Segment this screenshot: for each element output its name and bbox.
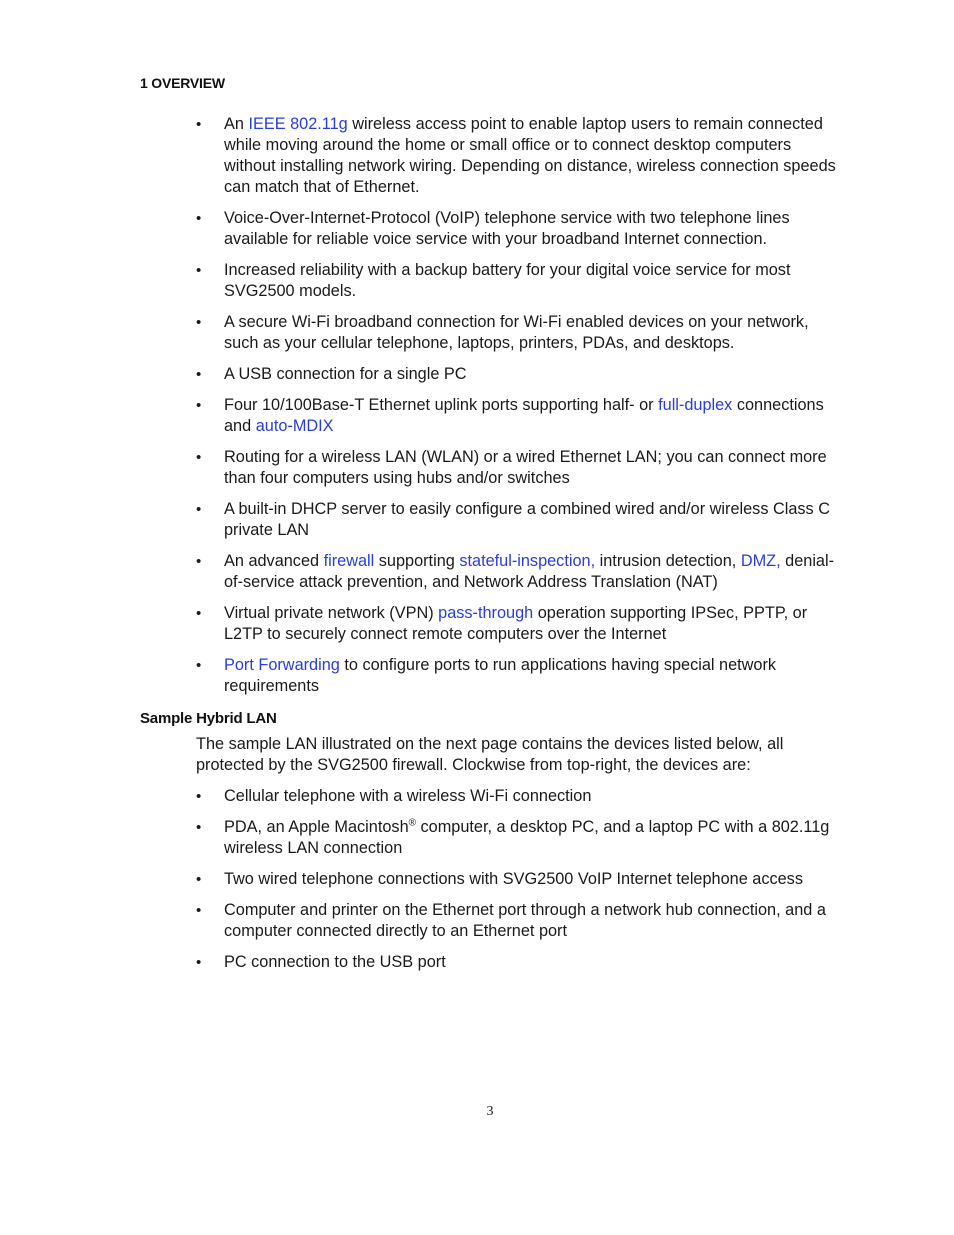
item-text: Computer and printer on the Ethernet port through a network hub connection, and a computer connected directly to an Ethernet port — [224, 901, 826, 940]
full-duplex-link[interactable]: full-duplex — [658, 396, 733, 414]
bullet-icon: • — [196, 902, 202, 919]
item-text: Routing for a wireless LAN (WLAN) or a wired Ethernet LAN; you can connect more than four computers using hubs and/or switches — [224, 448, 827, 487]
section-heading: 1 OVERVIEW — [140, 75, 225, 91]
item-text: to configure ports to run applications having special network requirements — [224, 656, 777, 695]
list-item — [196, 551, 846, 593]
bullet-icon: • — [196, 657, 202, 674]
feature-list — [196, 114, 846, 707]
item-text: Two wired telephone connections with SVG2500 VoIP Internet telephone access — [224, 870, 803, 888]
list-item — [196, 499, 846, 541]
intro-paragraph: The sample LAN illustrated on the next page contains the devices listed below, all protected by the SVG2500 firewall. Clockwise from top-right, the devices are: — [196, 735, 784, 774]
bullet-icon: • — [196, 116, 202, 133]
item-text: wireless access point to enable laptop users to remain connected while moving around the home or small office or to connect desktop computers without installing network wiring. Depending on distance, wireless connection speeds can match that of Ethernet. — [224, 115, 836, 196]
bullet-icon: • — [196, 366, 202, 383]
auto-mdix-link[interactable]: auto-MDIX — [255, 417, 334, 435]
list-item — [196, 786, 846, 807]
ieee-80211g-link[interactable]: IEEE 802.11g — [248, 115, 348, 133]
firewall-link[interactable]: firewall — [323, 552, 375, 570]
port-forwarding-link[interactable]: Port Forwarding — [224, 656, 340, 674]
bullet-icon: • — [196, 605, 202, 622]
item-text: Four 10/100Base-T Ethernet uplink ports supporting half- or — [224, 396, 659, 414]
bullet-icon: • — [196, 501, 202, 518]
list-item — [196, 395, 846, 437]
item-text: PDA, an Apple Macintosh — [224, 818, 409, 836]
bullet-icon: • — [196, 954, 202, 971]
page-number: 3 — [486, 1104, 494, 1119]
item-text: supporting — [374, 552, 460, 570]
list-item — [196, 364, 846, 385]
stateful-inspection-link[interactable]: stateful-inspection, — [459, 552, 596, 570]
bullet-icon: • — [196, 819, 202, 836]
list-item — [196, 817, 846, 859]
bullet-icon: • — [196, 397, 202, 414]
bullet-icon: • — [196, 210, 202, 227]
list-item — [196, 952, 846, 973]
item-text: A secure Wi-Fi broadband connection for Wi-Fi enabled devices on your network, such as your cellular telephone, laptops, printers, PDAs, and desktops. — [224, 313, 809, 352]
list-item — [196, 603, 846, 645]
item-text: Cellular telephone with a wireless Wi-Fi connection — [224, 787, 592, 805]
item-text: An advanced — [224, 552, 324, 570]
list-item — [196, 208, 846, 250]
item-text: denial-of-service attack prevention, and Network Address Translation (NAT) — [224, 552, 835, 591]
item-text: Voice-Over-Internet-Protocol (VoIP) telephone service with two telephone lines available for reliable voice service with your broadband Internet connection. — [224, 209, 790, 248]
list-item — [196, 655, 846, 697]
device-list — [196, 786, 846, 983]
item-text: A USB connection for a single PC — [224, 365, 467, 383]
bullet-icon: • — [196, 262, 202, 279]
list-item — [196, 260, 846, 302]
registered-mark: ® — [408, 817, 417, 829]
list-item — [196, 900, 846, 942]
list-item — [196, 869, 846, 890]
bullet-icon: • — [196, 871, 202, 888]
item-text: An — [224, 115, 249, 133]
bullet-icon: • — [196, 449, 202, 466]
item-text: PC connection to the USB port — [224, 953, 446, 971]
bullet-icon: • — [196, 553, 202, 570]
item-text: operation supporting IPSec, PPTP, or L2TP to securely connect remote computers over the Internet — [224, 604, 808, 643]
subsection-heading: Sample Hybrid LAN — [140, 710, 277, 727]
list-item — [196, 114, 846, 198]
list-item — [196, 312, 846, 354]
bullet-icon: • — [196, 314, 202, 331]
bullet-icon: • — [196, 788, 202, 805]
item-text: A built-in DHCP server to easily configure a combined wired and/or wireless Class C private LAN — [224, 500, 830, 539]
item-text: connections and — [224, 396, 824, 435]
pass-through-link[interactable]: pass-through — [438, 604, 534, 622]
item-text: intrusion detection, — [595, 552, 741, 570]
item-text: Increased reliability with a backup battery for your digital voice service for most SVG2500 models. — [224, 261, 791, 300]
item-text: computer, a desktop PC, and a laptop PC with a 802.11g wireless LAN connection — [224, 818, 830, 857]
dmz-link[interactable]: DMZ, — [740, 552, 781, 570]
item-text: Virtual private network (VPN) — [224, 604, 439, 622]
list-item — [196, 447, 846, 489]
